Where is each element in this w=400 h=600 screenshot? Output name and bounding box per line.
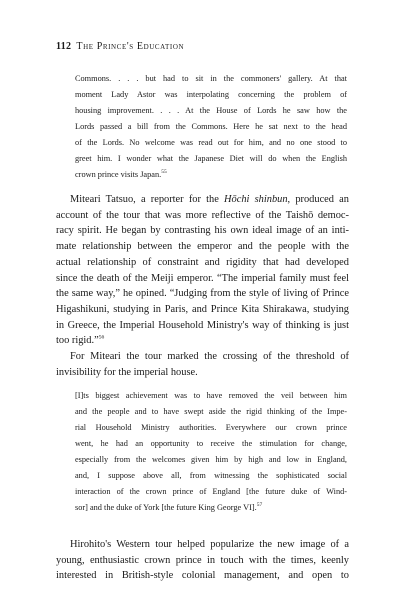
footnote-ref: 55: [161, 169, 167, 176]
paragraph-western-tour: [56, 537, 349, 584]
text-line: interaction of the crown prince of England [the future duke of Wind-: [75, 487, 347, 496]
running-title: The Prince's Education: [76, 41, 185, 52]
text-line: Lords passed a bill from the Commons. Here he sat next to the head: [75, 122, 347, 131]
text-line: the same way,” he opined. “Judging from the style of living of Prince: [56, 288, 349, 300]
text-line: mate relationship between the emperor and the people with the: [56, 241, 349, 253]
text-line: Hirohito's Western tour helped popularize the new image of a: [70, 539, 349, 550]
text-line: of the Lords. No welcome was read out for him, and no one stood to: [75, 138, 347, 147]
footnote-ref: 57: [256, 502, 263, 509]
footnote-ref: 56: [98, 334, 105, 341]
text-line: interested in British-style colonial management, and open to: [56, 570, 349, 582]
text-line: invisibility for the imperial house.: [56, 366, 198, 378]
text-line: Higashikuni, studying in Paris, and Prince Kita Shirakawa, studying: [56, 303, 349, 315]
text-line: young, enthusiastic crown prince in touch with the times, keenly: [56, 554, 349, 566]
text-line: especially from the welcomes given him by high and low in England,: [75, 455, 347, 464]
newspaper-title: Hōchi shinbun: [224, 194, 288, 205]
text-line: rial Household Ministry authorities. Everywhere our crown prince: [75, 423, 347, 432]
text-line: Miteari Tatsuo, a reporter for the Hōchi shinbun, produced an: [70, 194, 349, 205]
text-line: actual relationship of constraint and rigidity that had developed: [56, 256, 349, 268]
text-line: racy spirit. He began by contrasting his own ideal image of an inti-: [56, 225, 349, 237]
text-line: crown prince visits Japan.$^{55}$: [75, 169, 167, 179]
block-quote-veil: [75, 388, 347, 516]
text-line: [I]ts biggest achievement was to have removed the veil between him: [75, 391, 347, 400]
text-line: in Greece, the Imperial Household Ministry's way of thinking is just: [56, 319, 349, 331]
text-line: greet him. I wonder what the Japanese Diet will do when the English: [75, 154, 347, 163]
text-line: and the people and to have swept aside the rigid thinking of the Impe-: [75, 407, 347, 416]
text-line: Commons. . . . but had to sit in the commoners' gallery. At that: [75, 74, 347, 83]
text-line: account of the tour that was more reflective of the Taishō democ-: [56, 209, 349, 221]
text-line: since the death of the Meiji emperor. “The imperial family must feel: [56, 272, 349, 284]
block-quote-commons: [75, 71, 347, 183]
paragraph-threshold: [56, 349, 349, 380]
paragraph-miteari-account: [56, 192, 349, 349]
text-line: and, I suppose above all, from witnessing the sophisticated social: [75, 471, 347, 480]
text-line: too rigid.”$^{56}$: [56, 334, 105, 347]
text-line: moment Lady Astor was interpolating concerning the problem of: [75, 90, 347, 99]
text-line: went, he had an opportunity to receive the stimulation for change,: [75, 439, 347, 448]
text-line: housing improvement. . . . At the House of Lords he saw how the: [75, 106, 347, 115]
running-header: [56, 41, 184, 52]
text-line: For Miteari the tour marked the crossing of the threshold of: [70, 351, 349, 362]
text-line: sor] and the duke of York [the future King George VI].$^{57}$: [75, 502, 263, 512]
page-number: 112: [56, 41, 72, 52]
